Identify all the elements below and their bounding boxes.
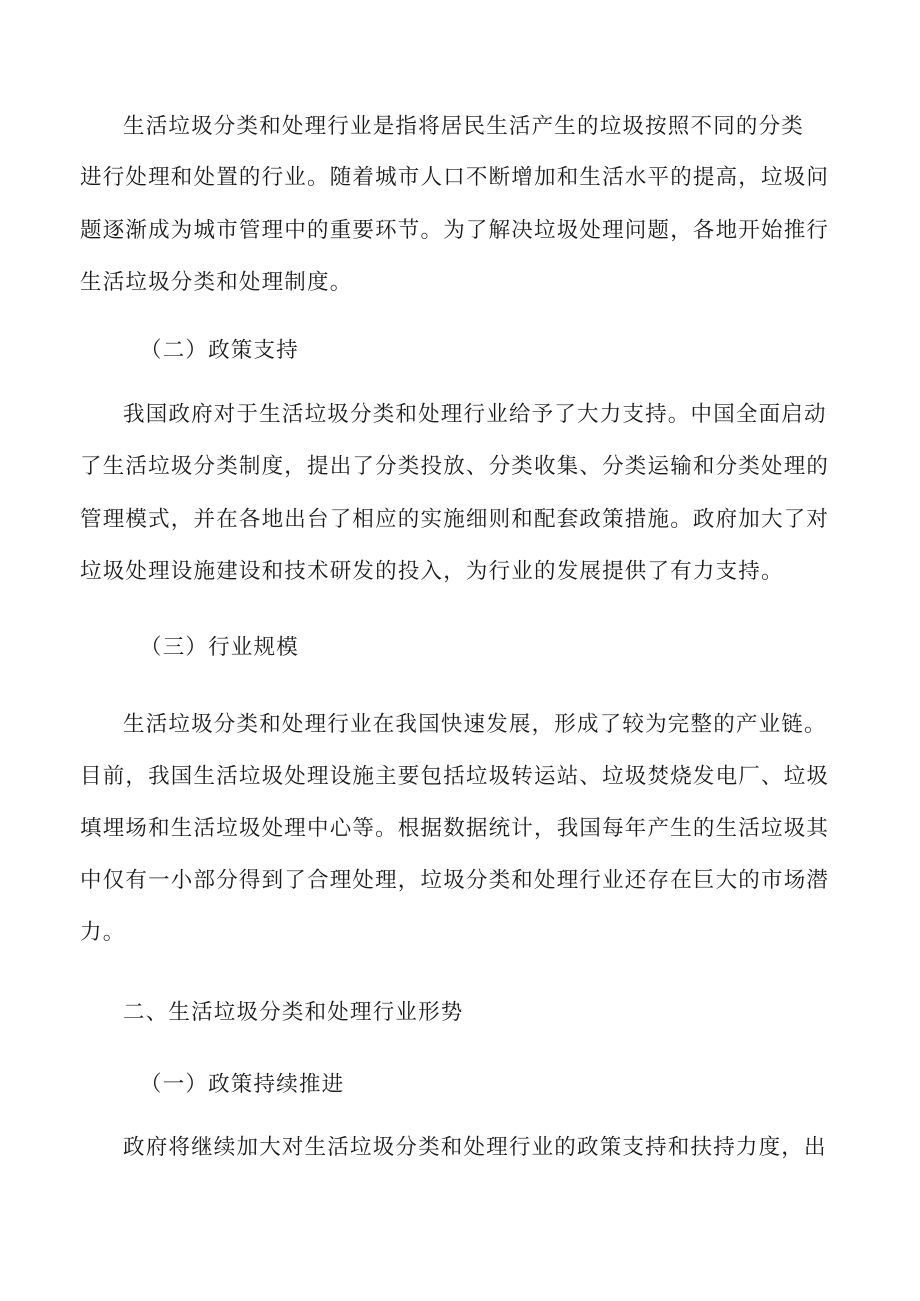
heading-policy-advance: （一）政策持续推进 — [140, 1072, 345, 1097]
paragraph-line: 我国政府对于生活垃圾分类和处理行业给予了大力支持。中国全面启动 — [123, 402, 827, 427]
paragraph-line: 生活垃圾分类和处理制度。 — [80, 270, 353, 295]
paragraph-line: 进行处理和处置的行业。随着城市人口不断增加和生活水平的提高，垃圾问 — [80, 165, 830, 190]
paragraph-line: 生活垃圾分类和处理行业是指将居民生活产生的垃圾按照不同的分类 — [123, 114, 805, 139]
section-title: 二、生活垃圾分类和处理行业形势 — [123, 1000, 464, 1025]
heading-policy-support: （二）政策支持 — [140, 338, 299, 363]
paragraph-line: 填埋场和生活垃圾处理中心等。根据数据统计，我国每年产生的生活垃圾其 — [80, 816, 830, 841]
paragraph-line: 政府将继续加大对生活垃圾分类和处理行业的政策支持和扶持力度，出 — [123, 1135, 827, 1160]
paragraph-line: 了生活垃圾分类制度，提出了分类投放、分类收集、分类运输和分类处理的 — [80, 454, 830, 479]
paragraph-line: 生活垃圾分类和处理行业在我国快速发展，形成了较为完整的产业链。 — [123, 712, 827, 737]
paragraph-line: 中仅有一小部分得到了合理处理，垃圾分类和处理行业还存在巨大的市场潜 — [80, 868, 830, 893]
paragraph-line: 垃圾处理设施建设和技术研发的投入，为行业的发展提供了有力支持。 — [80, 559, 784, 584]
paragraph-line: 目前，我国生活垃圾处理设施主要包括垃圾转运站、垃圾焚烧发电厂、垃圾 — [80, 764, 830, 789]
paragraph-line: 题逐渐成为城市管理中的重要环节。为了解决垃圾处理问题，各地开始推行 — [80, 218, 830, 243]
paragraph-line: 管理模式，并在各地出台了相应的实施细则和配套政策措施。政府加大了对 — [80, 507, 830, 532]
heading-industry-scale: （三）行业规模 — [140, 635, 299, 660]
paragraph-line: 力。 — [80, 920, 126, 945]
